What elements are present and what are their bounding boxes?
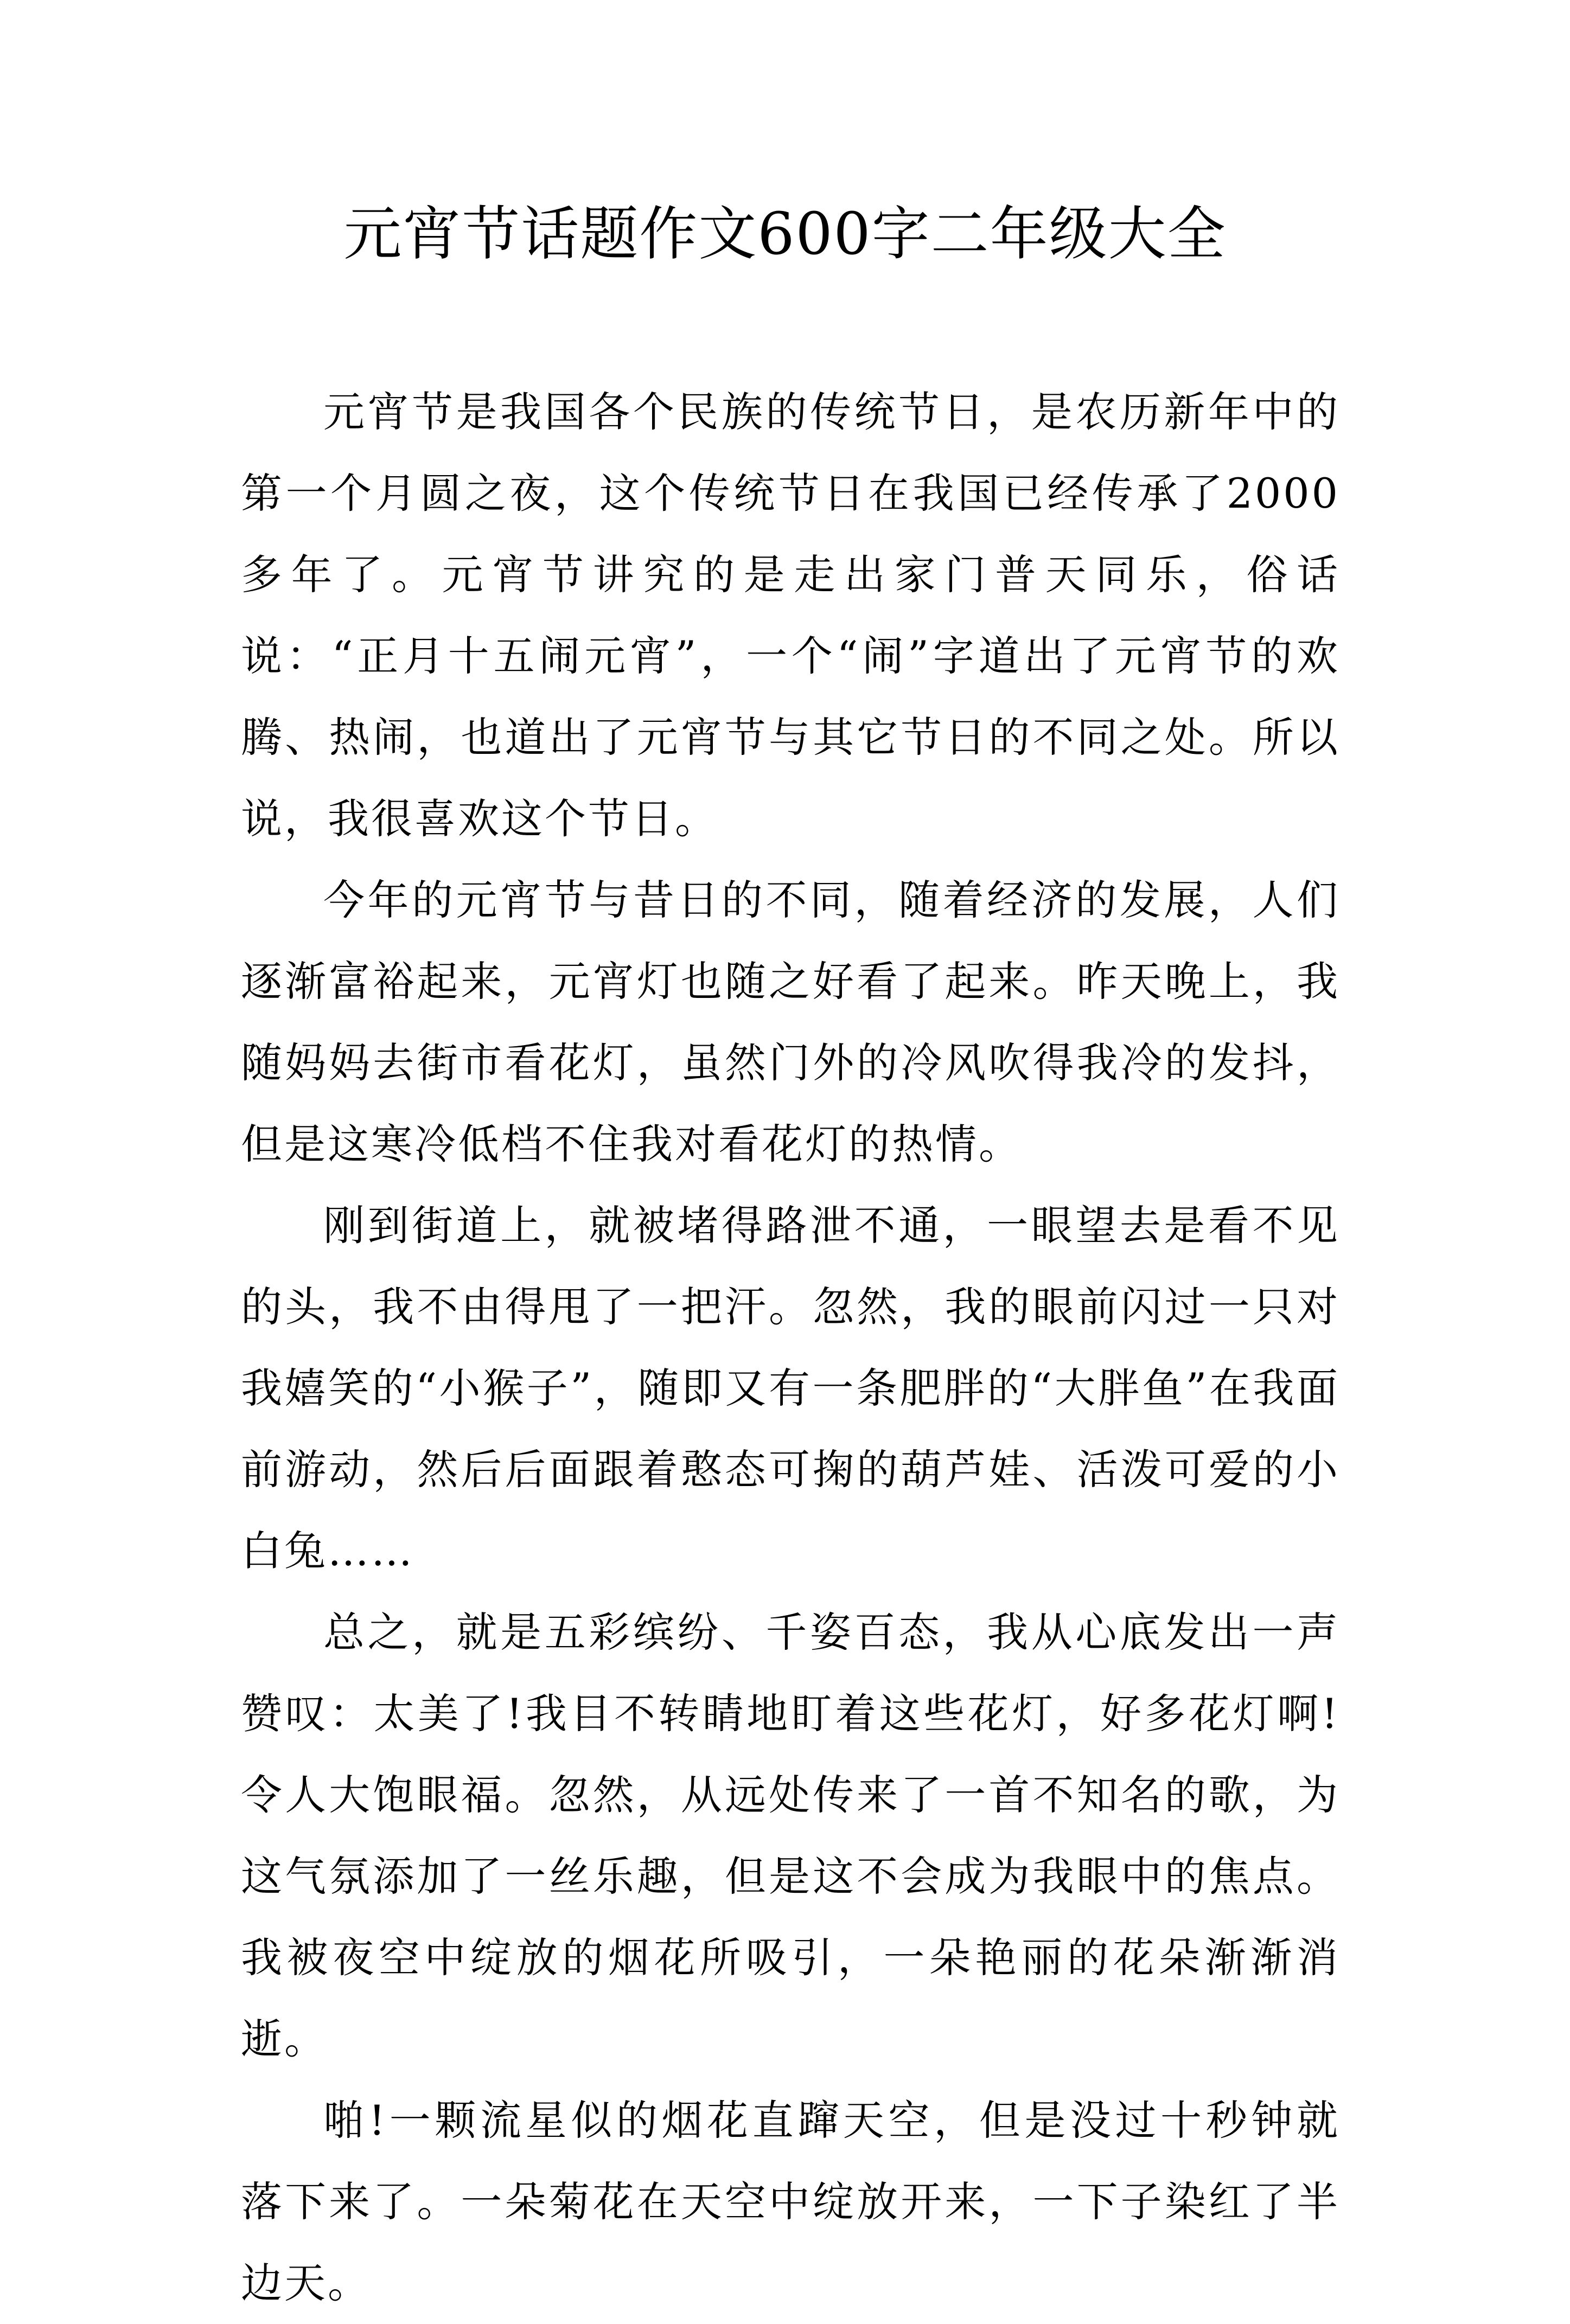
paragraph-3: 刚到街道上，就被堵得路泄不通，一眼望去是看不见的头，我不由得甩了一把汗。忽然，我的眼前闪过一只对我嬉笑的“小猴子”，随即又有一条肥胖的“大胖鱼”在我面前游动，然后后面跟着憨态可掬的葫芦娃、活泼可爱的小白兔…… — [241, 1201, 1340, 1575]
document-title: 元宵节话题作文600字二年级大全 — [343, 201, 1227, 268]
document-body — [241, 372, 1340, 2324]
paragraph-5: 啪!一颗流星似的烟花直蹿天空，但是没过十秒钟就落下来了。一朵菊花在天空中绽放开来，一下子染红了半边天。 — [241, 2096, 1340, 2307]
paragraph-1: 元宵节是我国各个民族的传统节日，是农历新年中的第一个月圆之夜，这个传统节日在我国已经传承了2000多年了。元宵节讲究的是走出家门普天同乐，俗话说：“正月十五闹元宵”，一个“闹”字道出了元宵节的欢腾、热闹，也道出了元宵节与其它节日的不同之处。所以说，我很喜欢这个节日。 — [241, 388, 1340, 843]
paragraph-4: 总之，就是五彩缤纷、千姿百态，我从心底发出一声赞叹：太美了!我目不转睛地盯着这些花灯，好多花灯啊!令人大饱眼福。忽然，从远处传来了一首不知名的歌，为这气氛添加了一丝乐趣，但是这不会成为我眼中的焦点。我被夜空中绽放的烟花所吸引，一朵艳丽的花朵渐渐消逝。 — [241, 1608, 1340, 2063]
paragraph-2: 今年的元宵节与昔日的不同，随着经济的发展，人们逐渐富裕起来，元宵灯也随之好看了起来。昨天晚上，我随妈妈去街市看花灯，虽然门外的冷风吹得我冷的发抖，但是这寒冷低档不住我对看花灯的热情。 — [241, 876, 1340, 1168]
